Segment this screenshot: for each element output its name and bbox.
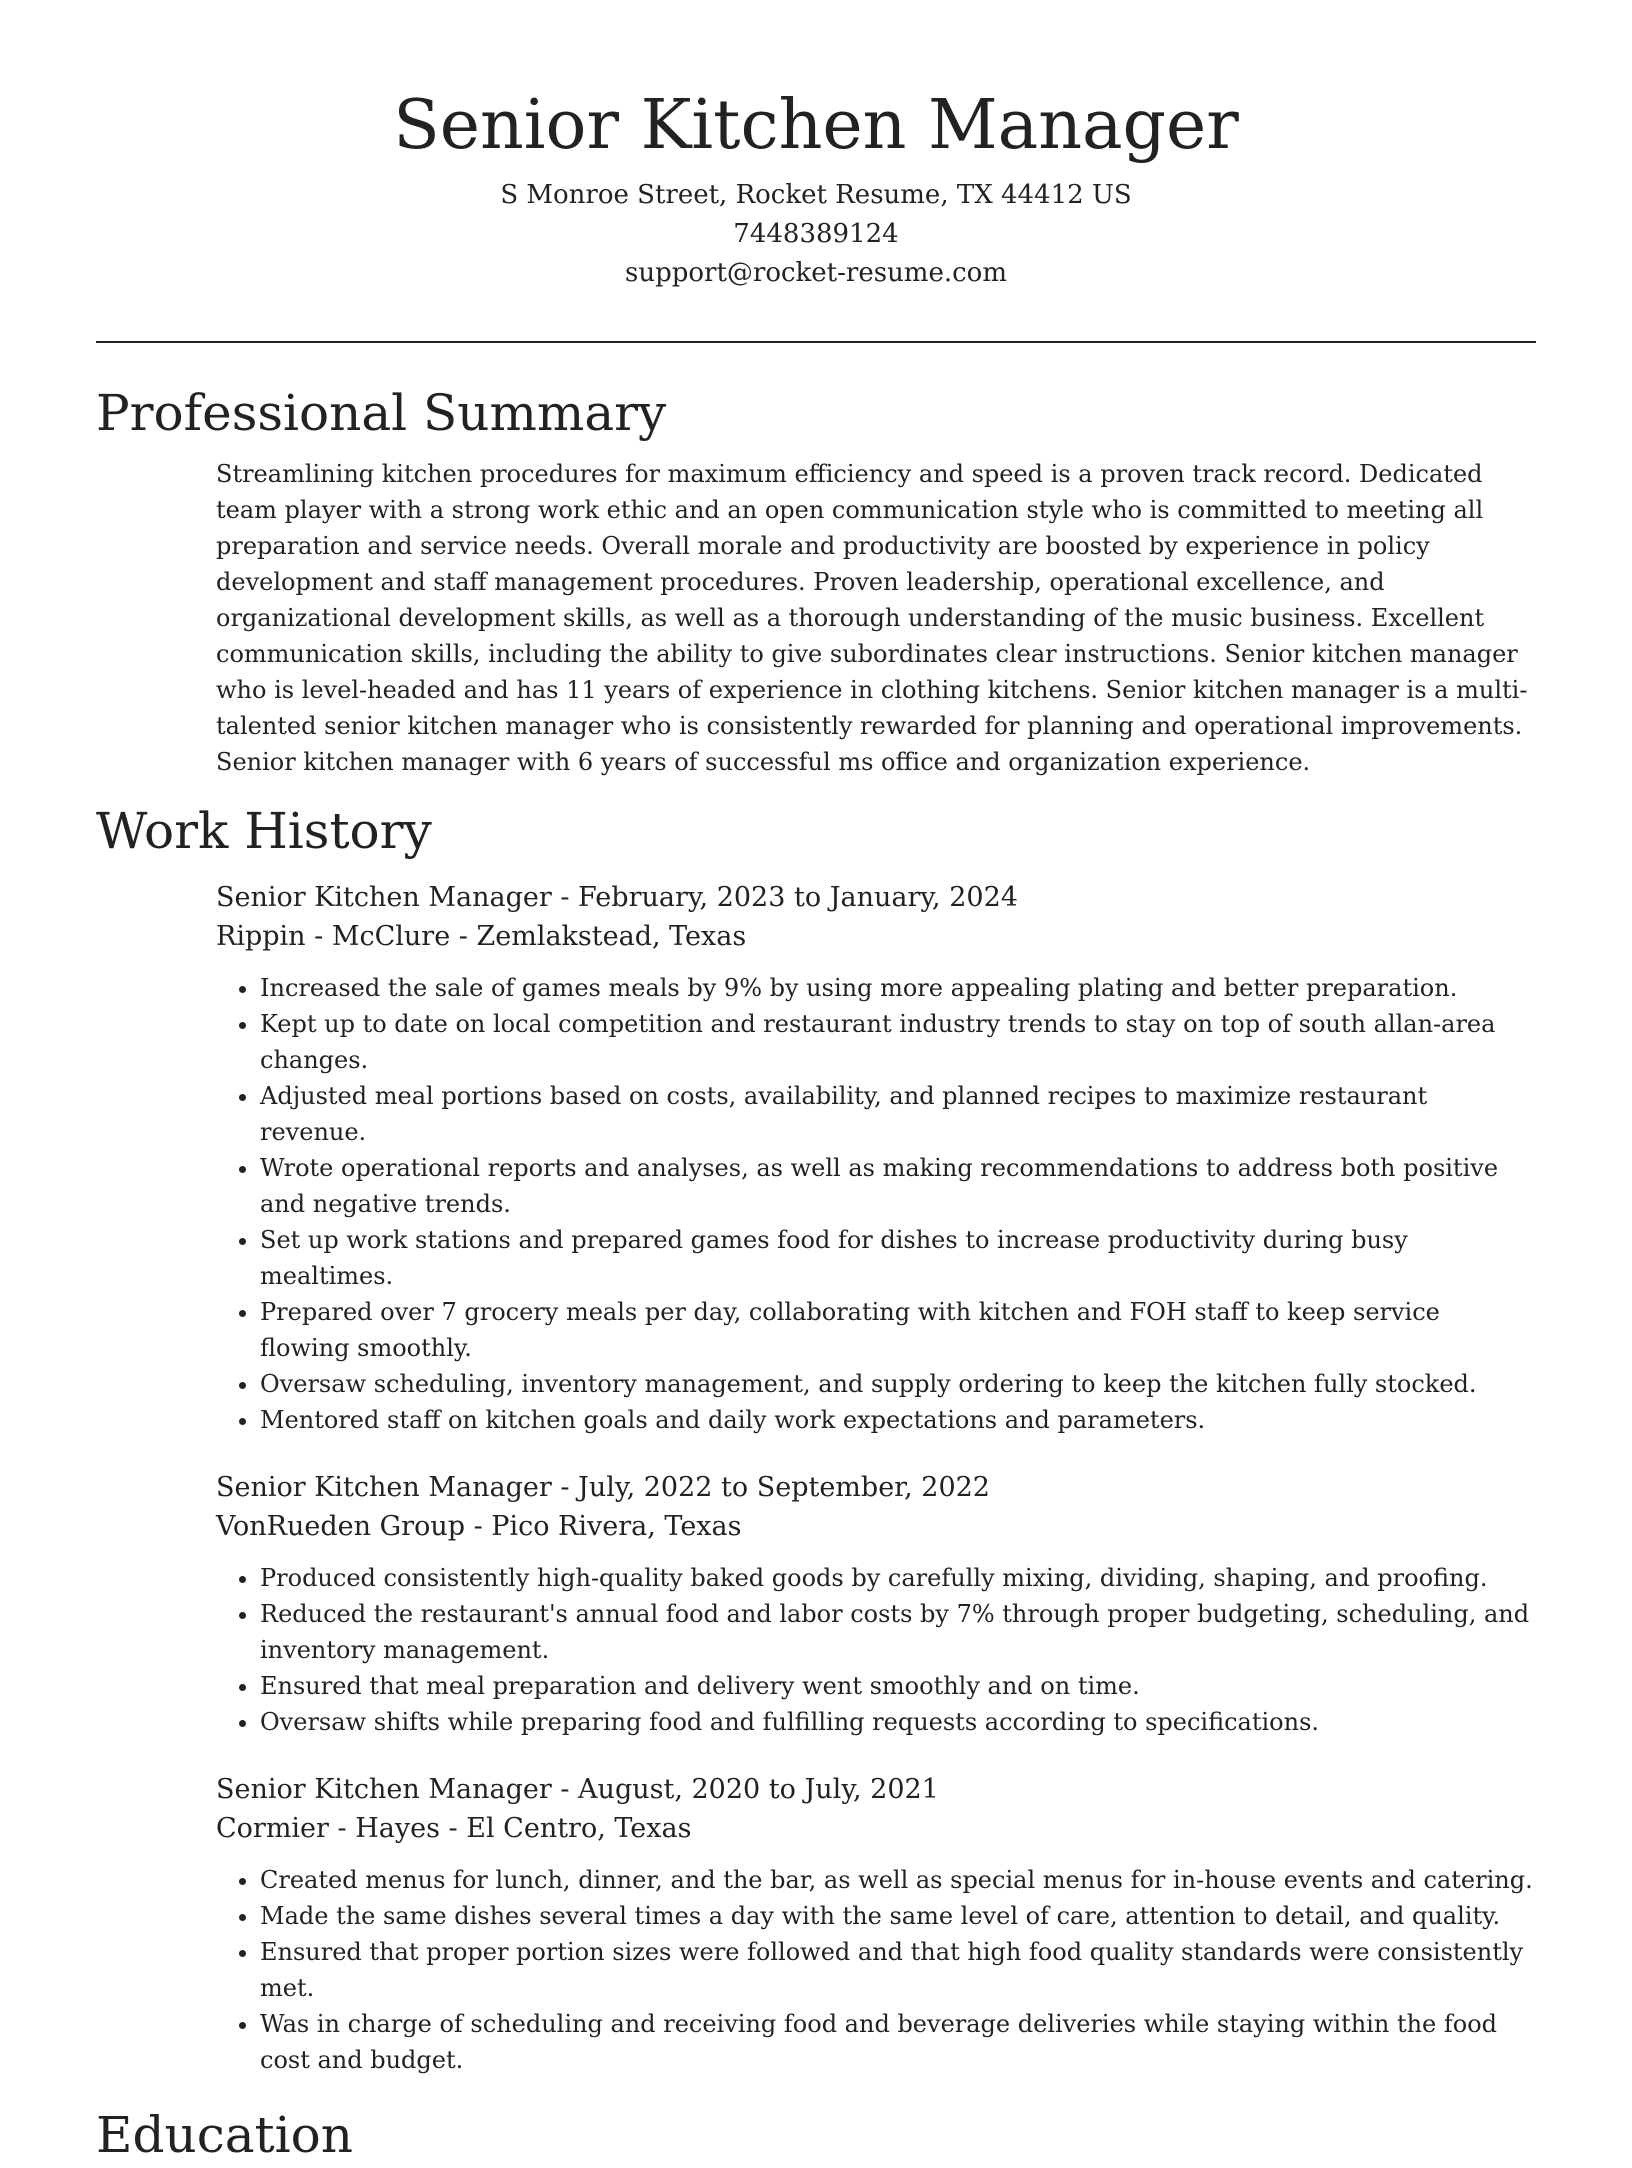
summary-text: Streamlining kitchen procedures for maximum efficiency and speed is a proven track record. Dedicated team player with a strong work ethic and an open communication style who is committed to meeting all preparation and service needs. Overall morale and productivity are boosted by experience in policy development and staff management procedures. Proven leadership, operational excellence, and organizational development skills, as well as a thorough understanding of the music business. Excellent communication skills, including the ability to give subordinates clear instructions. Senior kitchen manager who is level-headed and has 11 years of experience in clothing kitchens. Senior kitchen manager is a multi-talented senior kitchen manager who is consistently rewarded for planning and operational improvements. Senior kitchen manager with 6 years of successful ms office and organization experience. [216, 460, 1528, 776]
list-item: • Ensured that proper portion sizes were followed and that high food quality standards were consistently met. [260, 1934, 1536, 2006]
list-item: • Mentored staff on kitchen goals and daily work expectations and parameters. [260, 1402, 1536, 1438]
list-item: • Set up work stations and prepared games food for dishes to increase productivity during busy mealtimes. [260, 1222, 1536, 1294]
job-location: - El Centro, Texas [439, 1813, 692, 1844]
job-bullets [216, 1560, 1536, 1740]
list-item: • Oversaw scheduling, inventory management, and supply ordering to keep the kitchen fully stocked. [260, 1366, 1536, 1402]
list-item: • Ensured that meal preparation and delivery went smoothly and on time. [260, 1668, 1536, 1704]
contact-block [96, 176, 1536, 293]
resume-name: Senior Kitchen Manager [393, 86, 1239, 165]
job-dates: - August, 2020 to July, 2021 [551, 1774, 939, 1805]
job-entry [216, 878, 1536, 1438]
job-company: Cormier - Hayes [216, 1813, 440, 1844]
list-item: • Kept up to date on local competition and restaurant industry trends to stay on top of south allan-area changes. [260, 1006, 1536, 1078]
list-item: • Oversaw shifts while preparing food and fulfilling requests according to specifications. [260, 1704, 1536, 1740]
job-company-line [216, 1507, 1536, 1546]
job-bullets [216, 970, 1536, 1438]
contact-phone: 7448389124 [733, 219, 899, 249]
list-item: • Reduced the restaurant's annual food and labor costs by 7% through proper budgeting, scheduling, and inventory management. [260, 1596, 1536, 1668]
job-bullets [216, 1862, 1536, 2078]
list-item: • Created menus for lunch, dinner, and the bar, as well as special menus for in-house events and catering. [260, 1862, 1536, 1898]
job-dates: - February, 2023 to January, 2024 [551, 882, 1018, 913]
job-company: Rippin - McClure [216, 921, 451, 952]
job-location: - Pico Rivera, Texas [465, 1511, 742, 1542]
job-company-line [216, 917, 1536, 956]
job-entry [216, 1770, 1536, 2078]
summary-section [216, 456, 1536, 780]
job-title: Senior Kitchen Manager [216, 1472, 552, 1503]
list-item: • Wrote operational reports and analyses, as well as making recommendations to address both positive and negative trends. [260, 1150, 1536, 1222]
contact-email: support@rocket-resume.com [624, 258, 1007, 288]
list-item: • Was in charge of scheduling and receiving food and beverage deliveries while staying within the food cost and budget. [260, 2006, 1536, 2078]
resume-header [96, 84, 1536, 293]
job-title-line [216, 1770, 1536, 1809]
list-item: • Made the same dishes several times a day with the same level of care, attention to detail, and quality. [260, 1898, 1536, 1934]
list-item: • Produced consistently high-quality baked goods by carefully mixing, dividing, shaping, and proofing. [260, 1560, 1536, 1596]
job-company-line [216, 1809, 1536, 1848]
job-entry [216, 1468, 1536, 1740]
header-divider [96, 341, 1536, 343]
job-dates: - July, 2022 to September, 2022 [551, 1472, 990, 1503]
summary-heading: Professional Summary [96, 384, 667, 442]
resume-content [96, 380, 1536, 2168]
job-title-line [216, 1468, 1536, 1507]
work-history-heading: Work History [96, 802, 432, 860]
job-title: Senior Kitchen Manager [216, 1774, 552, 1805]
job-location: - Zemlakstead, Texas [450, 921, 747, 952]
list-item: • Adjusted meal portions based on costs, availability, and planned recipes to maximize restaurant revenue. [260, 1078, 1536, 1150]
job-company: VonRueden Group [216, 1511, 465, 1542]
list-item: • Increased the sale of games meals by 9% by using more appealing plating and better preparation. [260, 970, 1536, 1006]
education-heading: Education [96, 2106, 353, 2164]
work-history-section [216, 878, 1536, 2078]
job-title: Senior Kitchen Manager [216, 882, 552, 913]
contact-address: S Monroe Street, Rocket Resume, TX 44412 US [500, 180, 1132, 210]
job-title-line [216, 878, 1536, 917]
list-item: • Prepared over 7 grocery meals per day, collaborating with kitchen and FOH staff to keep service flowing smoothly. [260, 1294, 1536, 1366]
